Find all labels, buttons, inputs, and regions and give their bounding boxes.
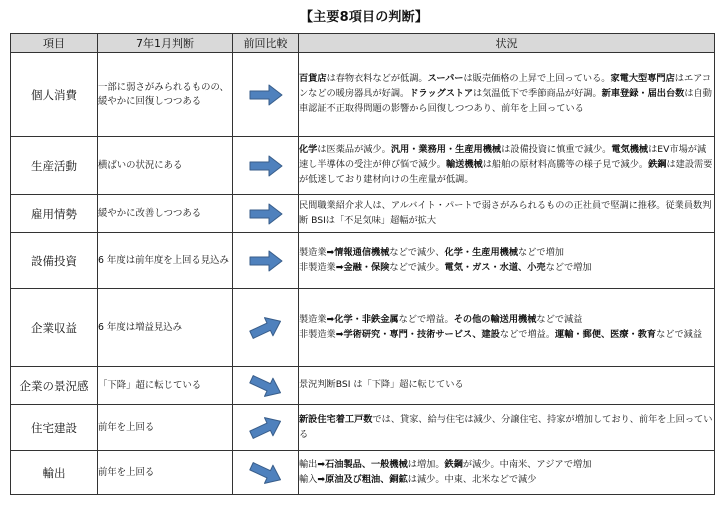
status-text: は医薬品が減少。	[317, 144, 391, 156]
status-bold-text: その他の輸送用機械	[453, 313, 537, 325]
status-text: などで増加	[545, 261, 592, 273]
row-judgment: 一部に弱さがみられるものの、緩やかに回復しつつある	[98, 53, 233, 137]
status-text: は増加。	[407, 458, 445, 470]
row-judgment: 前年を上回る	[98, 405, 233, 451]
right-arrow-icon	[244, 78, 288, 112]
row-comparison	[233, 233, 299, 289]
status-text: 製造業➡	[299, 313, 335, 325]
status-bold-text: 化学・生産用機械	[444, 246, 519, 258]
status-text: 民間職業紹介求人は、アルバイト・パートで弱さがみられるものの正社員で堅調に推移。従業員数判断 BSIは「不足気味」超幅が拡大	[299, 199, 712, 226]
status-text: 景況判断BSI は「下降」超に転じている	[299, 379, 464, 391]
status-text: 非製造業➡	[299, 261, 344, 273]
table-row	[11, 137, 715, 195]
status-bold-text: 金融・保険	[343, 261, 390, 273]
row-item: 雇用情勢	[11, 195, 98, 233]
row-item: 個人消費	[11, 53, 98, 137]
status-bold-text: 石油製品、一般機械	[325, 458, 408, 470]
right-arrow-icon	[244, 149, 288, 183]
status-text: は建設需要が低迷しており建材向けの生産量が低調。	[299, 159, 713, 185]
row-status	[299, 53, 715, 137]
status-text: などで減少、	[389, 246, 445, 258]
status-bold-text: スーパー	[427, 73, 464, 85]
row-item: 輸出	[11, 451, 98, 495]
status-text: は自動車認証不正取得問題の影響から回復しつつあり、前年を上回っている	[299, 88, 712, 114]
status-bold-text: 学術研究・専門・技術サービス、建設	[343, 328, 500, 340]
status-bold-text: 化学	[299, 144, 318, 156]
status-bold-text: 原油及び粗油、銅鉱	[325, 473, 408, 485]
table-row	[11, 289, 715, 367]
status-text: 輸入➡	[299, 473, 326, 485]
status-bold-text: 新設住宅着工戸数	[299, 413, 373, 425]
row-status	[299, 405, 715, 451]
status-text: は販売価格の上昇で上回っている。	[463, 73, 611, 85]
status-bold-text: 情報通信機械	[334, 246, 390, 258]
status-text: などで増加	[518, 246, 564, 258]
status-text: が減少。中南米、アジアで増加	[462, 458, 592, 470]
status-text: などで減少。	[389, 261, 445, 273]
status-text: では、貸家、給与住宅は減少、分譲住宅、持家が増加しており、前年を上回っている	[299, 413, 713, 440]
status-text: 非製造業➡	[299, 328, 344, 340]
status-bold-text: 電気・ガス・水道、小売	[444, 261, 546, 273]
status-line	[299, 458, 714, 473]
table-row	[11, 367, 715, 405]
status-line	[299, 246, 714, 261]
status-text: はエアコンなどの暖房器具が好調。	[299, 73, 712, 100]
row-judgment: 緩やかに改善しつつある	[98, 195, 233, 233]
status-bold-text: 化学・非鉄金属	[334, 313, 399, 325]
row-status	[299, 137, 715, 195]
table-row	[11, 233, 715, 289]
status-bold-text: 電気機械	[611, 144, 649, 156]
status-line	[299, 473, 714, 488]
row-status	[299, 451, 715, 495]
row-comparison	[233, 195, 299, 233]
status-bold-text: 新車登録・届出台数	[601, 88, 685, 100]
status-bold-text: 鉄鋼	[444, 458, 463, 470]
status-bold-text: 家電大型専門店	[610, 73, 675, 85]
right-arrow-icon	[244, 244, 288, 278]
table-row	[11, 451, 715, 495]
row-judgment: 前年を上回る	[98, 451, 233, 495]
table-title: 【主要8項目の判断】	[299, 10, 429, 25]
row-status	[299, 233, 715, 289]
header-item: 項目	[11, 34, 98, 53]
table-row	[11, 195, 715, 233]
status-text: 製造業➡	[299, 246, 335, 258]
status-line	[299, 313, 714, 328]
row-judgment: 6 年度は増益見込み	[98, 289, 233, 367]
status-text: などで減益	[656, 328, 703, 340]
row-item: 住宅建設	[11, 405, 98, 451]
row-item: 設備投資	[11, 233, 98, 289]
status-text: はEV市場が減速し半導体の受注が伸び悩で減少。	[299, 144, 707, 171]
row-item: 企業収益	[11, 289, 98, 367]
row-status	[299, 289, 715, 367]
table-header-row	[11, 34, 715, 53]
status-text: 輸出➡	[299, 458, 326, 470]
table-row	[11, 405, 715, 451]
down-right-arrow-icon	[244, 456, 288, 490]
row-item: 企業の景況感	[11, 367, 98, 405]
row-comparison	[233, 289, 299, 367]
row-judgment: 「下降」超に転じている	[98, 367, 233, 405]
status-bold-text: 汎用・業務用・生産用機械	[390, 144, 502, 156]
status-text: は春物衣料などが低調。	[326, 73, 428, 85]
row-item: 生産活動	[11, 137, 98, 195]
row-comparison	[233, 451, 299, 495]
status-text: などで減益	[536, 313, 583, 325]
status-text: は設備投資に慎重で減少。	[501, 144, 612, 156]
table-row	[11, 53, 715, 137]
right-arrow-icon	[244, 197, 288, 231]
row-comparison	[233, 405, 299, 451]
row-comparison	[233, 53, 299, 137]
status-line	[299, 328, 714, 343]
judgment-table	[10, 33, 715, 495]
status-bold-text: ドラッグストア	[409, 88, 474, 100]
status-bold-text: 鉄鋼	[648, 159, 667, 171]
status-text: などで増益。	[398, 313, 454, 325]
row-judgment: 6 年度は前年度を上回る見込み	[98, 233, 233, 289]
status-bold-text: 百貨店	[299, 73, 327, 85]
row-status	[299, 367, 715, 405]
status-text: は船舶の原材料高騰等の様子見で減少。	[482, 159, 649, 171]
status-bold-text: 輸送機械	[446, 159, 483, 171]
row-status	[299, 195, 715, 233]
status-text: は気温低下で季節商品が好調。	[473, 88, 602, 100]
up-right-arrow-icon	[244, 311, 288, 345]
status-bold-text: 運輸・郵便、医療・教育	[555, 328, 657, 340]
down-right-arrow-icon	[244, 369, 288, 403]
row-judgment: 横ばいの状況にある	[98, 137, 233, 195]
status-line	[299, 261, 714, 276]
header-status: 状況	[299, 34, 715, 53]
row-comparison	[233, 137, 299, 195]
status-text: などで増益。	[499, 328, 556, 340]
row-comparison	[233, 367, 299, 405]
header-comparison: 前回比較	[233, 34, 299, 53]
status-text: は減少。中東、北米などで減少	[407, 473, 537, 485]
up-right-arrow-icon	[244, 411, 288, 445]
header-judgment: 7年1月判断	[98, 34, 233, 53]
